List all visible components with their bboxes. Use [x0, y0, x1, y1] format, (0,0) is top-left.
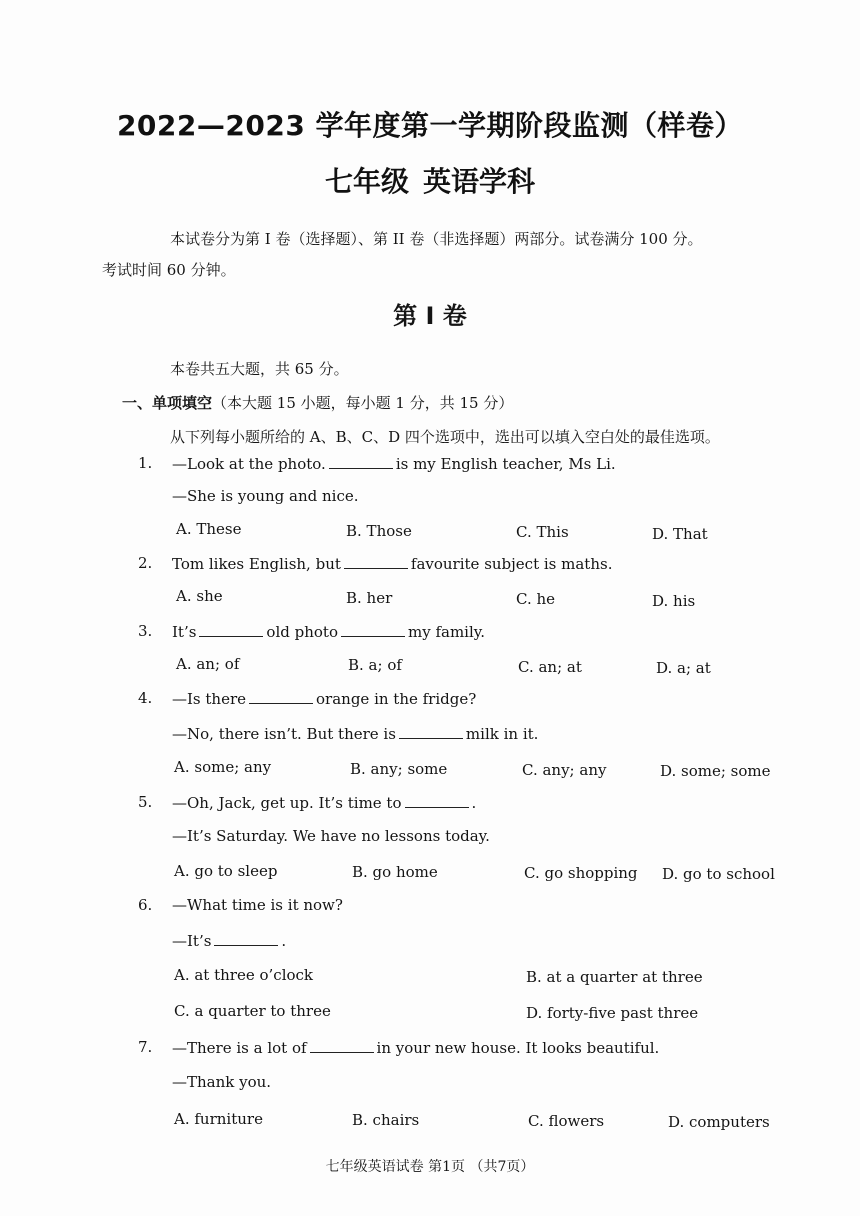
- section-name: 单项填空: [152, 394, 213, 412]
- stem-text: It’s: [172, 623, 197, 641]
- question-number: 3.: [138, 622, 153, 640]
- answer-blank: [344, 554, 408, 569]
- option-a: A. some; any: [174, 758, 272, 776]
- question-2-stem: [172, 554, 612, 573]
- subject-label: 英语学科: [423, 165, 536, 198]
- page-footer: 七年级英语试卷 第1页 （共7页）: [325, 1159, 535, 1175]
- question-6-reply: [172, 931, 286, 950]
- stem-text: —Oh, Jack, get up. It’s time to: [172, 794, 402, 812]
- question-number: 6.: [138, 896, 153, 914]
- answer-blank: [399, 724, 463, 739]
- stem-text: my family.: [407, 623, 486, 641]
- option-b: B. any; some: [350, 760, 448, 778]
- answer-blank: [199, 622, 263, 637]
- option-a: A. at three o’clock: [174, 966, 314, 984]
- option-c: C. flowers: [528, 1112, 605, 1130]
- stem-text: —There is a lot of: [172, 1039, 307, 1057]
- option-d: D. forty-five past three: [526, 1004, 699, 1022]
- answer-blank: [405, 793, 469, 808]
- stem-text: old photo: [266, 623, 338, 641]
- option-c: C. any; any: [522, 761, 607, 779]
- section-instruction: 从下列每小题所给的 A、B、C、D 四个选项中，选出可以填入空白处的最佳选项。: [170, 428, 720, 446]
- question-5-stem: [172, 793, 476, 812]
- answer-blank: [249, 689, 313, 704]
- question-number: 2.: [138, 554, 153, 572]
- question-7-stem: [172, 1038, 659, 1057]
- option-b: B. go home: [352, 863, 438, 881]
- question-number: 1.: [138, 454, 153, 472]
- answer-blank: [341, 622, 405, 637]
- question-1-stem: [172, 454, 616, 473]
- section-heading: [122, 392, 513, 413]
- instructions-line-1: 本试卷分为第 I 卷（选择题）、第 II 卷（非选择题）两部分。试卷满分 100 分。: [170, 230, 703, 248]
- exam-title: 2022—2023 学年度第一学期阶段监测（样卷）: [116, 109, 744, 142]
- answer-blank: [329, 454, 393, 469]
- option-c: C. a quarter to three: [174, 1002, 331, 1020]
- option-d: D. a; at: [656, 659, 711, 677]
- question-7-reply: —Thank you.: [172, 1073, 272, 1091]
- stem-text: .: [281, 932, 287, 950]
- option-c: C. This: [516, 523, 569, 541]
- option-b: B. a; of: [348, 656, 402, 674]
- question-number: 7.: [138, 1038, 153, 1056]
- option-b: B. her: [346, 589, 393, 607]
- part-summary: 本卷共五大题，共 65 分。: [170, 360, 349, 378]
- exam-subtitle: [0, 160, 860, 200]
- stem-text: milk in it.: [465, 725, 539, 743]
- section-number: 一、: [122, 394, 153, 412]
- question-5-reply: —It’s Saturday. We have no lessons today.: [172, 827, 490, 845]
- stem-text: orange in the fridge?: [316, 690, 477, 708]
- grade-label: 七年级: [324, 165, 409, 198]
- option-c: C. go shopping: [524, 864, 638, 882]
- stem-text: is my English teacher, Ms Li.: [395, 455, 616, 473]
- stem-text: in your new house. It looks beautiful.: [376, 1039, 660, 1057]
- option-a: A. These: [176, 520, 242, 538]
- question-3-stem: [172, 622, 485, 641]
- question-number: 4.: [138, 689, 153, 707]
- option-d: D. go to school: [662, 865, 775, 883]
- option-a: A. she: [176, 587, 223, 605]
- stem-text: .: [471, 794, 477, 812]
- question-number: 5.: [138, 793, 153, 811]
- option-d: D. That: [652, 525, 708, 543]
- question-4-stem: [172, 689, 476, 708]
- option-d: D. computers: [668, 1113, 770, 1131]
- option-a: A. go to sleep: [174, 862, 278, 880]
- exam-instructions: [102, 224, 786, 286]
- option-c: C. he: [516, 590, 556, 608]
- section-detail: （本大题 15 小题，每小题 1 分，共 15 分）: [212, 394, 514, 412]
- option-b: B. at a quarter at three: [526, 968, 703, 986]
- stem-text: —It’s: [172, 932, 212, 950]
- option-a: A. furniture: [174, 1110, 263, 1128]
- option-d: D. some; some: [660, 762, 771, 780]
- answer-blank: [310, 1038, 374, 1053]
- question-4-reply: [172, 724, 538, 743]
- option-b: B. chairs: [352, 1111, 420, 1129]
- answer-blank: [214, 931, 278, 946]
- stem-text: Tom likes English, but: [172, 555, 341, 573]
- question-1-reply: —She is young and nice.: [172, 487, 359, 505]
- option-b: B. Those: [346, 522, 412, 540]
- stem-text: —No, there isn’t. But there is: [172, 725, 396, 743]
- stem-text: —Is there: [172, 690, 247, 708]
- option-c: C. an; at: [518, 658, 582, 676]
- option-d: D. his: [652, 592, 696, 610]
- stem-text: favourite subject is maths.: [410, 555, 613, 573]
- stem-text: —Look at the photo.: [172, 455, 326, 473]
- part-title: 第 I 卷: [393, 302, 467, 330]
- option-a: A. an; of: [176, 655, 240, 673]
- instructions-line-2: 考试时间 60 分钟。: [102, 261, 236, 279]
- question-6-stem: —What time is it now?: [172, 896, 343, 914]
